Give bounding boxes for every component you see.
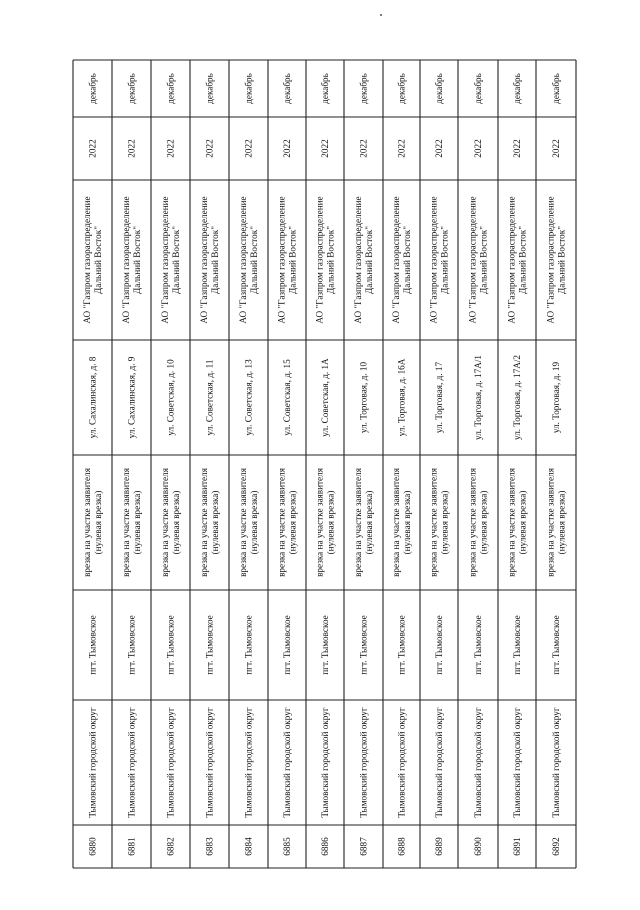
cell-company-line: АО "Газпром газораспределение bbox=[353, 196, 363, 324]
cell-locality: пгт. Тымовское bbox=[512, 615, 522, 675]
cell-work-type-line: (нулевая врезка) bbox=[402, 490, 412, 555]
cell-work-type-line: (нулевая врезка) bbox=[439, 490, 450, 555]
cell-locality: пгт. Тымовское bbox=[551, 615, 561, 675]
cell-locality: пгт. Тымовское bbox=[126, 615, 137, 675]
cell-company-line: Дальний Восток" bbox=[132, 226, 142, 294]
cell-month: декабрь bbox=[434, 73, 444, 104]
cell-address: ул. Торговая, д. 16А bbox=[396, 358, 407, 437]
cell-year: 2022 bbox=[358, 139, 369, 158]
cell-row-number: 6880 bbox=[87, 837, 98, 856]
cell-work-type-line: врезка на участке заявителя bbox=[160, 468, 170, 577]
cell-address: ул. Торговая, д. 17А/1 bbox=[473, 355, 483, 440]
cell-locality: пгт. Тымовское bbox=[165, 615, 176, 675]
cell-address: ул. Советская, д. 10 bbox=[165, 359, 176, 436]
cell-work-type-line: врезка на участке заявителя bbox=[545, 468, 556, 577]
cell-year: 2022 bbox=[434, 139, 444, 158]
cell-work-type-line: врезка на участке заявителя bbox=[276, 468, 287, 577]
cell-district: Тымовский городской округ bbox=[396, 707, 407, 818]
cell-company-line: Дальний Восток" bbox=[517, 226, 528, 294]
cell-year: 2022 bbox=[126, 139, 137, 158]
cell-row-number: 6883 bbox=[204, 837, 215, 856]
cell-company bbox=[468, 196, 489, 323]
cell-work-type bbox=[277, 467, 298, 577]
cell-year: 2022 bbox=[165, 139, 176, 158]
cell-district: Тымовский городской округ bbox=[282, 707, 292, 818]
cell-row-number: 6890 bbox=[473, 837, 483, 856]
cell-company-line: АО "Газпром газораспределение bbox=[121, 196, 131, 324]
cell-company bbox=[429, 196, 450, 323]
cell-work-type-line: (нулевая врезка) bbox=[132, 490, 142, 555]
cell-row-number: 6885 bbox=[282, 837, 292, 856]
cell-company bbox=[507, 196, 528, 323]
cell-work-type-line: врезка на участке заявителя bbox=[82, 468, 92, 577]
cell-company bbox=[238, 196, 259, 323]
cell-work-type bbox=[238, 467, 259, 577]
cell-work-type bbox=[160, 467, 181, 577]
cell-district: Тымовский городской округ bbox=[126, 707, 137, 818]
cell-work-type-line: (нулевая врезка) bbox=[171, 490, 181, 555]
scan-speck bbox=[380, 14, 382, 16]
cell-year: 2022 bbox=[512, 139, 522, 158]
cell-address: ул. Торговая, д. 17А/2 bbox=[512, 355, 522, 440]
cell-district: Тымовский городской округ bbox=[473, 707, 483, 818]
cell-year: 2022 bbox=[243, 139, 254, 158]
cell-year: 2022 bbox=[282, 139, 292, 158]
cell-month: декабрь bbox=[204, 73, 215, 104]
cell-company-line: Дальний Восток" bbox=[402, 226, 412, 294]
cell-work-type bbox=[507, 467, 528, 577]
cell-row-number: 6892 bbox=[551, 837, 561, 856]
cell-address: ул. Советская, д. 11 bbox=[204, 359, 215, 436]
cell-company bbox=[546, 196, 567, 323]
cell-company-line: Дальний Восток" bbox=[249, 226, 259, 294]
cell-locality: пгт. Тымовское bbox=[204, 615, 215, 675]
cell-district: Тымовский городской округ bbox=[165, 707, 176, 818]
cell-company-line: АО "Газпром газораспределение bbox=[545, 196, 556, 324]
cell-company-line: АО "Газпром газораспределение bbox=[467, 196, 478, 324]
cell-year: 2022 bbox=[396, 139, 407, 158]
cell-company-line: АО "Газпром газораспределение bbox=[314, 196, 325, 324]
cell-work-type-line: (нулевая врезка) bbox=[517, 490, 528, 555]
cell-company-line: АО "Газпром газораспределение bbox=[276, 196, 287, 324]
cell-locality: пгт. Тымовское bbox=[473, 615, 483, 675]
cell-work-type-line: врезка на участке заявителя bbox=[121, 468, 131, 577]
cell-locality: пгт. Тымовское bbox=[320, 615, 330, 675]
cell-work-type bbox=[121, 467, 142, 577]
cell-row-number: 6882 bbox=[165, 837, 176, 856]
cell-company-line: Дальний Восток" bbox=[364, 226, 374, 294]
cell-month: декабрь bbox=[358, 73, 369, 104]
cell-month: декабрь bbox=[396, 73, 407, 104]
cell-work-type-line: (нулевая врезка) bbox=[249, 490, 259, 555]
cell-locality: пгт. Тымовское bbox=[282, 615, 292, 675]
cell-month: декабрь bbox=[551, 73, 561, 104]
cell-work-type-line: (нулевая врезка) bbox=[478, 490, 489, 555]
cell-month: декабрь bbox=[165, 73, 176, 104]
cell-row-number: 6881 bbox=[126, 837, 137, 856]
cell-locality: пгт. Тымовское bbox=[243, 615, 254, 675]
cell-work-type-line: врезка на участке заявителя bbox=[428, 468, 439, 577]
cell-work-type-line: врезка на участке заявителя bbox=[467, 468, 478, 577]
cell-locality: пгт. Тымовское bbox=[87, 615, 98, 675]
cell-row-number: 6887 bbox=[358, 837, 369, 856]
cell-year: 2022 bbox=[320, 139, 330, 158]
cell-work-type bbox=[468, 467, 489, 577]
cell-work-type bbox=[315, 467, 336, 577]
cell-work-type bbox=[82, 467, 103, 577]
cell-year: 2022 bbox=[87, 139, 98, 158]
cell-year: 2022 bbox=[204, 139, 215, 158]
cell-company bbox=[315, 196, 336, 323]
cell-work-type-line: (нулевая врезка) bbox=[210, 490, 220, 555]
cell-company-line: Дальний Восток" bbox=[478, 226, 489, 294]
cell-company-line: Дальний Восток" bbox=[93, 226, 103, 294]
cell-company-line: АО "Газпром газораспределение bbox=[160, 196, 170, 324]
cell-work-type-line: врезка на участке заявителя bbox=[353, 468, 363, 577]
cell-district: Тымовский городской округ bbox=[358, 707, 369, 818]
cell-address: ул. Советская, д. 1А bbox=[320, 358, 330, 437]
cell-company-line: Дальний Восток" bbox=[325, 226, 336, 294]
cell-month: декабрь bbox=[320, 73, 330, 104]
cell-work-type-line: (нулевая врезка) bbox=[364, 490, 374, 555]
cell-company bbox=[353, 196, 374, 323]
cell-district: Тымовский городской округ bbox=[434, 707, 444, 818]
cell-locality: пгт. Тымовское bbox=[434, 615, 444, 675]
cell-company-line: АО "Газпром газораспределение bbox=[391, 196, 401, 324]
cell-month: декабрь bbox=[473, 73, 483, 104]
cell-month: декабрь bbox=[282, 73, 292, 104]
cell-row-number: 6891 bbox=[512, 837, 522, 856]
cell-year: 2022 bbox=[551, 139, 561, 158]
cell-address: ул. Советская, д. 13 bbox=[243, 359, 254, 436]
cell-address: ул. Сахалинская, д. 9 bbox=[126, 356, 137, 439]
cell-company-line: Дальний Восток" bbox=[439, 226, 450, 294]
cell-district: Тымовский городской округ bbox=[320, 707, 330, 818]
cell-address: ул. Торговая, д. 19 bbox=[551, 361, 561, 434]
cell-month: декабрь bbox=[512, 73, 522, 104]
cell-row-number: 6888 bbox=[396, 837, 407, 856]
cell-work-type-line: врезка на участке заявителя bbox=[238, 468, 248, 577]
cell-work-type bbox=[429, 467, 450, 577]
cell-district: Тымовский городской округ bbox=[243, 707, 254, 818]
cell-work-type-line: врезка на участке заявителя bbox=[391, 468, 401, 577]
cell-row-number: 6886 bbox=[320, 837, 330, 856]
cell-locality: пгт. Тымовское bbox=[396, 615, 407, 675]
cell-company-line: АО "Газпром газораспределение bbox=[199, 196, 209, 324]
cell-work-type bbox=[199, 467, 220, 577]
cell-month: декабрь bbox=[243, 73, 254, 104]
cell-company bbox=[160, 196, 181, 323]
cell-company bbox=[277, 196, 298, 323]
cell-month: декабрь bbox=[87, 73, 98, 104]
cell-row-number: 6889 bbox=[434, 837, 444, 856]
cell-address: ул. Торговая, д. 17 bbox=[434, 361, 444, 434]
cell-company bbox=[82, 196, 103, 323]
cell-company-line: АО "Газпром газораспределение bbox=[82, 196, 92, 324]
cell-company bbox=[121, 196, 142, 323]
cell-address: ул. Сахалинская, д. 8 bbox=[87, 356, 98, 439]
cell-work-type-line: врезка на участке заявителя bbox=[199, 468, 209, 577]
cell-company-line: Дальний Восток" bbox=[171, 226, 181, 294]
cell-company bbox=[391, 196, 412, 323]
cell-company-line: АО "Газпром газораспределение bbox=[506, 196, 517, 324]
cell-work-type-line: (нулевая врезка) bbox=[325, 490, 336, 555]
cell-company-line: Дальний Восток" bbox=[287, 226, 298, 294]
cell-work-type bbox=[353, 467, 374, 577]
cell-month: декабрь bbox=[126, 73, 137, 104]
cell-district: Тымовский городской округ bbox=[512, 707, 522, 818]
cell-district: Тымовский городской округ bbox=[204, 707, 215, 818]
cell-address: ул. Торговая, д. 10 bbox=[358, 361, 369, 434]
cell-district: Тымовский городской округ bbox=[551, 707, 561, 818]
cell-work-type bbox=[391, 467, 412, 577]
cell-company-line: Дальний Восток" bbox=[210, 226, 220, 294]
cell-work-type-line: (нулевая врезка) bbox=[93, 490, 103, 555]
cell-work-type-line: врезка на участке заявителя bbox=[506, 468, 517, 577]
cell-district: Тымовский городской округ bbox=[87, 707, 98, 818]
cell-company-line: АО "Газпром газораспределение bbox=[238, 196, 248, 324]
cell-row-number: 6884 bbox=[243, 837, 254, 856]
cell-company-line: АО "Газпром газораспределение bbox=[428, 196, 439, 324]
cell-address: ул. Советская, д. 15 bbox=[282, 359, 292, 436]
cell-company bbox=[199, 196, 220, 323]
cell-work-type bbox=[546, 467, 567, 577]
cell-work-type-line: (нулевая врезка) bbox=[556, 490, 567, 555]
cell-year: 2022 bbox=[473, 139, 483, 158]
cell-locality: пгт. Тымовское bbox=[358, 615, 369, 675]
cell-company-line: Дальний Восток" bbox=[556, 226, 567, 294]
cell-work-type-line: врезка на участке заявителя bbox=[314, 468, 325, 577]
cell-work-type-line: (нулевая врезка) bbox=[287, 490, 298, 555]
